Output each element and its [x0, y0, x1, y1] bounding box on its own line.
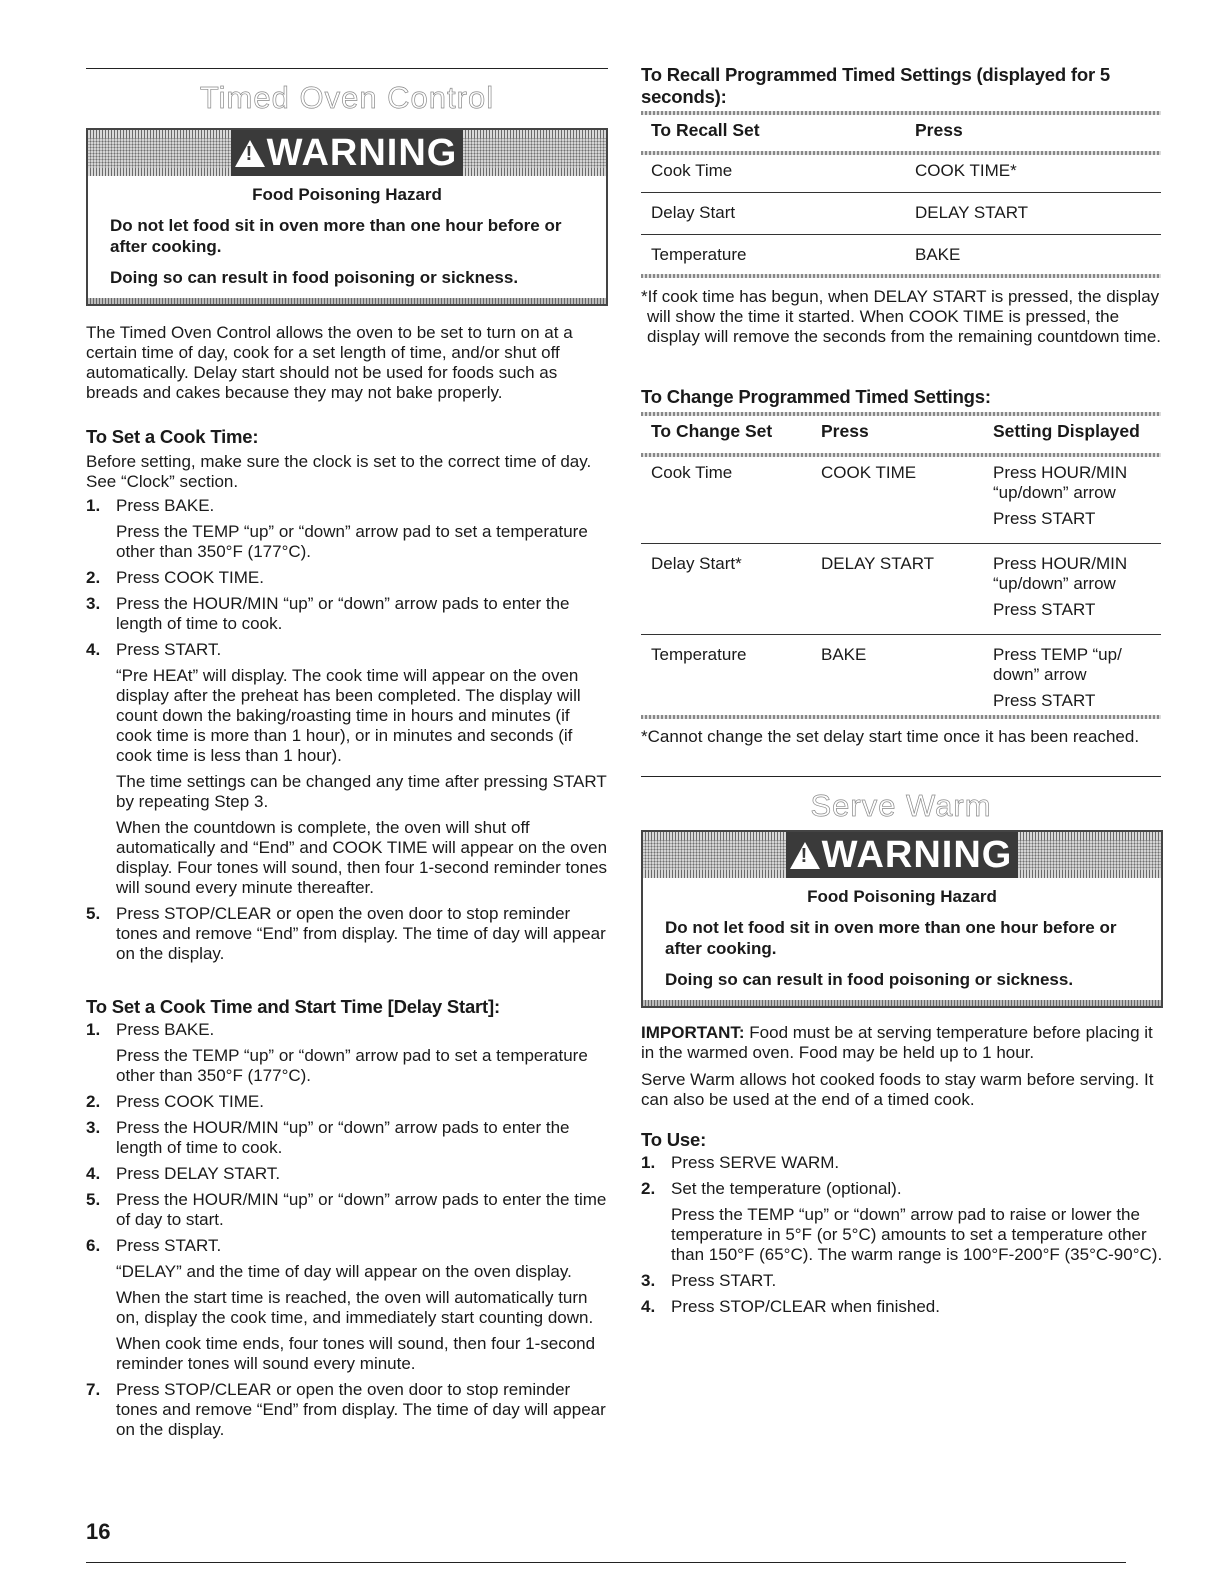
warning-banner — [88, 130, 606, 176]
step-item — [86, 496, 608, 562]
recall-note: *If cook time has begun, when DELAY START is pressed, the display will show the time it started. When COOK TIME is pressed, the display will remove the seconds from the remaining countdown time. — [641, 287, 1162, 346]
step-subtext: When cook time ends, four tones will sound, then four 1-second reminder tones will sound every minute. — [116, 1334, 596, 1373]
step-text: Press COOK TIME. — [116, 568, 264, 587]
cook-time-section — [86, 426, 608, 964]
serve-warm-warning-box — [641, 830, 1163, 1008]
table-cell-displayed — [993, 645, 1143, 711]
table-cell-setting: Cook Time — [651, 161, 733, 180]
step-number: 1. — [641, 1153, 656, 1172]
step-item — [86, 594, 608, 634]
step-number: 4. — [86, 1164, 101, 1183]
table-cell-setting: Delay Start — [651, 203, 736, 222]
table-row — [641, 235, 1161, 276]
page-number: 16 — [86, 1519, 111, 1544]
table-cell-setting: Temperature — [651, 645, 747, 664]
step-item — [86, 640, 608, 898]
step-number: 6. — [86, 1236, 101, 1255]
table-cell-press: BAKE — [821, 645, 867, 664]
warning-label: ! WARNING — [231, 130, 464, 176]
step-item — [86, 1190, 608, 1230]
displayed-line-1: Press HOUR/MIN “up/down” arrow — [993, 463, 1128, 502]
warning-line-2: Doing so can result in food poisoning or sickness. — [665, 970, 1074, 989]
step-subtext: Press the TEMP “up” or “down” arrow pad to set a temperature other than 350°F (177°C). — [116, 522, 588, 561]
step-text: Set the temperature (optional). — [671, 1179, 902, 1198]
step-subtext: Press the TEMP “up” or “down” arrow pad to raise or lower the temperature in 5°F (or 5°C) amounts to set a temperature other than 150°F (65°C). The warm range is 100°F-200°F (35°C-90°C). — [671, 1205, 1163, 1264]
step-text: Press the HOUR/MIN “up” or “down” arrow pads to enter the length of time to cook. — [116, 594, 570, 633]
recall-table-rows — [641, 151, 1161, 276]
warning-triangle-icon — [235, 140, 265, 167]
delay-start-heading: To Set a Cook Time and Start Time [Delay Start]: — [86, 996, 500, 1017]
step-item — [641, 1179, 1163, 1265]
displayed-line-2: Press START — [993, 691, 1096, 710]
step-text: Press COOK TIME. — [116, 1092, 264, 1111]
recall-heading: To Recall Programmed Timed Settings (displayed for 5 seconds): — [641, 64, 1111, 107]
step-number: 5. — [86, 904, 101, 923]
bottom-rule — [86, 1562, 1126, 1563]
step-number: 3. — [641, 1271, 656, 1290]
step-text: Press START. — [116, 640, 222, 659]
change-table-rows — [641, 453, 1161, 725]
table-row — [641, 193, 1161, 235]
table-cell-press: DELAY START — [915, 203, 1029, 222]
displayed-line-2: Press START — [993, 509, 1096, 528]
table-cell-press: COOK TIME* — [915, 161, 1017, 180]
warning-box — [86, 128, 608, 306]
table-cell-setting: Temperature — [651, 245, 747, 264]
step-subtext: “DELAY” and the time of day will appear on the oven display. — [116, 1262, 572, 1281]
table-cell-displayed — [993, 463, 1143, 529]
serve-warm-description: Serve Warm allows hot cooked foods to stay warm before serving. It can also be used at the end of a timed cook. — [641, 1070, 1154, 1109]
cook-time-intro: Before setting, make sure the clock is set to the correct time of day. See “Clock” section. — [86, 452, 592, 491]
step-subtext: Press the TEMP “up” or “down” arrow pad to set a temperature other than 350°F (177°C). — [116, 1046, 588, 1085]
step-number: 4. — [86, 640, 101, 659]
table-cell-setting: Delay Start* — [651, 554, 742, 573]
delay-start-section — [86, 996, 608, 1440]
step-item — [641, 1297, 1163, 1317]
warning-hazard-title: Food Poisoning Hazard — [807, 887, 997, 906]
section-title-timed-oven-control: Timed Oven Control — [199, 80, 495, 115]
step-text: Press DELAY START. — [116, 1164, 281, 1183]
step-number: 2. — [86, 568, 101, 587]
change-note: *Cannot change the set delay start time once it has been reached. — [641, 727, 1140, 746]
step-item — [641, 1153, 1163, 1173]
warning-line-1: Do not let food sit in oven more than one hour before or after cooking. — [665, 918, 1117, 958]
step-number: 2. — [86, 1092, 101, 1111]
serve-warm-steps — [641, 1153, 1163, 1317]
step-item — [86, 904, 608, 964]
change-heading: To Change Programmed Timed Settings: — [641, 386, 991, 407]
step-number: 1. — [86, 1020, 101, 1039]
step-subtext: When the countdown is complete, the oven will shut off automatically and “End” and COOK TIME will appear on the oven display. Four tones will sound, then four 1-second reminder tones will sound every minute thereafter. — [116, 818, 608, 897]
table-row — [641, 151, 1161, 193]
warning-label: ! WARNING — [786, 832, 1019, 878]
warning-hazard-title: Food Poisoning Hazard — [252, 185, 442, 204]
displayed-line-1: Press TEMP “up/ down” arrow — [993, 645, 1122, 684]
intro-paragraph: The Timed Oven Control allows the oven to be set to turn on at a certain time of day, cook for a set length of time, and/or shut off automatically. Delay start should not be used for foods such as breads and cakes because they may not bake properly. — [86, 323, 573, 402]
warning-triangle-icon — [790, 842, 820, 869]
warning-line-2: Doing so can result in food poisoning or sickness. — [110, 268, 519, 287]
table-cell-press: COOK TIME — [821, 463, 917, 482]
step-item — [86, 568, 608, 588]
table-cell-press: BAKE — [915, 245, 961, 264]
step-item — [86, 1236, 608, 1374]
step-item — [86, 1092, 608, 1112]
step-text: Press SERVE WARM. — [671, 1153, 840, 1172]
step-item — [641, 1271, 1163, 1291]
table-cell-setting: Cook Time — [651, 463, 733, 482]
step-text: Press BAKE. — [116, 1020, 215, 1039]
recall-table-header: To Recall Set Press — [651, 120, 963, 140]
cook-time-heading: To Set a Cook Time: — [86, 426, 259, 447]
warning-body — [88, 176, 606, 298]
table-cell-displayed — [993, 554, 1143, 620]
step-text: Press the HOUR/MIN “up” or “down” arrow pads to enter the time of day to start. — [116, 1190, 607, 1229]
step-text: Press START. — [116, 1236, 222, 1255]
step-number: 5. — [86, 1190, 101, 1209]
table-cell-press: DELAY START — [821, 554, 935, 573]
change-table-header: To Change Set Press Setting Displayed — [651, 421, 1140, 441]
displayed-line-2: Press START — [993, 600, 1096, 619]
cook-time-steps — [86, 496, 608, 964]
table-row — [641, 635, 1161, 725]
step-subtext: When the start time is reached, the oven will automatically turn on, display the cook time, and immediately start counting down. — [116, 1288, 594, 1327]
step-number: 3. — [86, 1118, 101, 1137]
warning-body — [643, 878, 1161, 1000]
step-item — [86, 1164, 608, 1184]
step-text: Press the HOUR/MIN “up” or “down” arrow pads to enter the length of time to cook. — [116, 1118, 570, 1157]
warning-banner — [643, 832, 1161, 878]
step-number: 3. — [86, 594, 101, 613]
delay-start-steps — [86, 1020, 608, 1440]
step-text: Press STOP/CLEAR or open the oven door to stop reminder tones and remove “End” from display. The time of day will appear on the display. — [116, 904, 606, 963]
important-paragraph: IMPORTANT: Food must be at serving temperature before placing it in the warmed oven. Food may be held up to 1 hour. — [641, 1023, 1153, 1062]
step-item — [86, 1118, 608, 1158]
step-item — [86, 1020, 608, 1086]
step-text: Press STOP/CLEAR or open the oven door to stop reminder tones and remove “End” from display. The time of day will appear on the display. — [116, 1380, 606, 1439]
warning-line-1: Do not let food sit in oven more than one hour before or after cooking. — [110, 216, 562, 256]
step-number: 1. — [86, 496, 101, 515]
step-subtext: “Pre HEAt” will display. The cook time will appear on the oven display after the preheat has been completed. The display will count down the baking/roasting time in hours and minutes (if cook time is more than 1 hour), or in minutes and seconds (if cook time is less than 1 hour). — [116, 666, 581, 765]
top-rule — [86, 68, 608, 69]
to-use-heading: To Use: — [641, 1129, 707, 1150]
table-row — [641, 544, 1161, 635]
displayed-line-1: Press HOUR/MIN “up/down” arrow — [993, 554, 1128, 593]
step-text: Press STOP/CLEAR when finished. — [671, 1297, 940, 1316]
step-subtext: The time settings can be changed any time after pressing START by repeating Step 3. — [116, 772, 607, 811]
step-number: 7. — [86, 1380, 101, 1399]
step-text: Press START. — [671, 1271, 777, 1290]
section-title-serve-warm: Serve Warm — [810, 788, 992, 823]
table-row — [641, 453, 1161, 544]
step-number: 2. — [641, 1179, 656, 1198]
step-number: 4. — [641, 1297, 656, 1316]
important-label: IMPORTANT: — [641, 1023, 745, 1042]
step-item — [86, 1380, 608, 1440]
step-text: Press BAKE. — [116, 496, 215, 515]
